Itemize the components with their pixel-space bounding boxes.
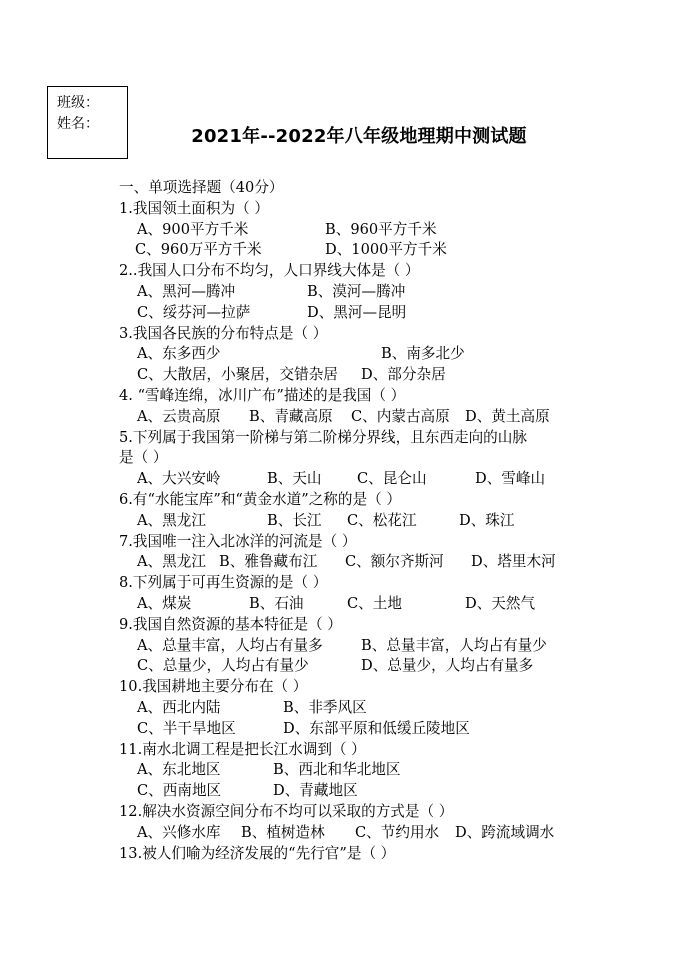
option: C、绥芬河—拉萨 — [137, 303, 251, 321]
option: D、天然气 — [465, 594, 536, 612]
question-stem: 2..我国人口分布不均匀，人口界线大体是（ ） — [119, 262, 420, 280]
option: A、大兴安岭 — [137, 470, 221, 488]
question-stem: 1.我国领土面积为（ ） — [119, 199, 269, 217]
option-row — [119, 469, 679, 490]
option: A、煤炭 — [137, 594, 192, 612]
option: D、塔里木河 — [471, 553, 556, 571]
option: A、900平方千米 — [137, 220, 249, 238]
option-row — [119, 552, 679, 573]
option-row — [119, 282, 679, 303]
option-row — [119, 594, 679, 615]
question-stem: 6.有“水能宝库”和“黄金水道”之称的是（ ） — [119, 490, 401, 508]
option-row — [119, 698, 679, 719]
option: B、漠河—腾冲 — [307, 282, 406, 300]
option-row — [119, 511, 679, 532]
option: D、黑河—昆明 — [307, 303, 407, 321]
option: D、黄土高原 — [465, 407, 550, 425]
option-row — [119, 220, 679, 241]
option: B、非季风区 — [283, 698, 367, 716]
option: B、960平方千米 — [325, 220, 437, 238]
option: C、960万平方千米 — [135, 241, 262, 259]
option: A、总量丰富，人均占有量多 — [137, 636, 323, 654]
option: C、昆仑山 — [357, 470, 427, 488]
option: A、黑龙江 — [137, 511, 206, 529]
option-row — [119, 636, 679, 657]
option: C、松花江 — [347, 511, 417, 529]
option-row — [119, 365, 679, 386]
option: C、半干旱地区 — [137, 719, 236, 737]
option: A、东北地区 — [137, 761, 221, 779]
option: C、内蒙古高原 — [351, 407, 450, 425]
option: D、雪峰山 — [475, 470, 546, 488]
option: A、兴修水库 — [137, 823, 221, 841]
section-heading: 一、单项选择题（40分） — [119, 179, 284, 196]
name-label: 姓名： — [57, 116, 99, 132]
option: D、部分杂居 — [361, 366, 446, 384]
option: D、珠江 — [459, 511, 515, 529]
question-stem: 4. “雪峰连绵，冰川广布”描述的是我国（ ） — [119, 386, 406, 404]
option-row — [119, 781, 679, 802]
option: A、东多西少 — [137, 345, 221, 363]
option-row — [119, 823, 679, 844]
option: A、西北内陆 — [137, 698, 221, 716]
option: D、青藏地区 — [273, 782, 358, 800]
option-row — [119, 656, 679, 677]
question-stem: 10.我国耕地主要分布在（ ） — [119, 678, 308, 696]
option-row — [119, 719, 679, 740]
option: A、黑河—腾冲 — [137, 282, 236, 300]
option: C、土地 — [347, 594, 402, 612]
option-row — [119, 760, 679, 781]
option: C、节约用水 — [355, 823, 440, 841]
page-title: 2021年--2022年八年级地理期中测试题 — [191, 126, 527, 147]
option-row — [119, 407, 679, 428]
option: B、植树造林 — [241, 823, 325, 841]
option: A、黑龙江 — [137, 553, 206, 571]
option: B、石油 — [249, 594, 304, 612]
option: B、天山 — [267, 470, 322, 488]
option: D、总量少，人均占有量多 — [361, 657, 534, 675]
question-stem: 11.南水北调工程是把长江水调到（ ） — [119, 740, 366, 758]
option-row — [119, 240, 679, 261]
option: B、长江 — [267, 511, 322, 529]
option: D、1000平方千米 — [325, 241, 447, 259]
option: C、总量少，人均占有量少 — [137, 657, 309, 675]
question-stem: 3.我国各民族的分布特点是（ ） — [119, 324, 328, 342]
question-stem: 5.下列属于我国第一阶梯与第二阶梯分界线，且东西走向的山脉 — [119, 428, 527, 446]
option: B、雅鲁藏布江 — [219, 553, 318, 571]
question-stem: 13.被人们喻为经济发展的“先行官”是（ ） — [119, 844, 396, 862]
question-stem: 9.我国自然资源的基本特征是（ ） — [119, 615, 342, 633]
question-stem: 8.下列属于可再生资源的是（ ） — [119, 574, 328, 592]
option: B、青藏高原 — [249, 407, 333, 425]
option: B、西北和华北地区 — [273, 761, 401, 779]
option: A、云贵高原 — [137, 407, 221, 425]
question-stem: 7.我国唯一注入北冰洋的河流是（ ） — [119, 532, 357, 550]
question-stem: 12.解决水资源空间分布不均可以采取的方式是（ ） — [119, 802, 454, 820]
option: D、东部平原和低缓丘陵地区 — [283, 719, 470, 737]
question-list — [119, 178, 679, 864]
class-label: 班级： — [57, 95, 99, 111]
option: C、大散居，小聚居，交错杂居 — [137, 366, 338, 384]
option: B、总量丰富，人均占有量少 — [361, 636, 547, 654]
option: C、额尔齐斯河 — [345, 553, 444, 571]
option: D、跨流域调水 — [455, 823, 555, 841]
option-row — [119, 303, 679, 324]
question-stem-continued: 是（ ） — [119, 449, 168, 467]
option-row — [119, 344, 679, 365]
option: B、南多北少 — [381, 345, 465, 363]
option: C、西南地区 — [137, 782, 222, 800]
